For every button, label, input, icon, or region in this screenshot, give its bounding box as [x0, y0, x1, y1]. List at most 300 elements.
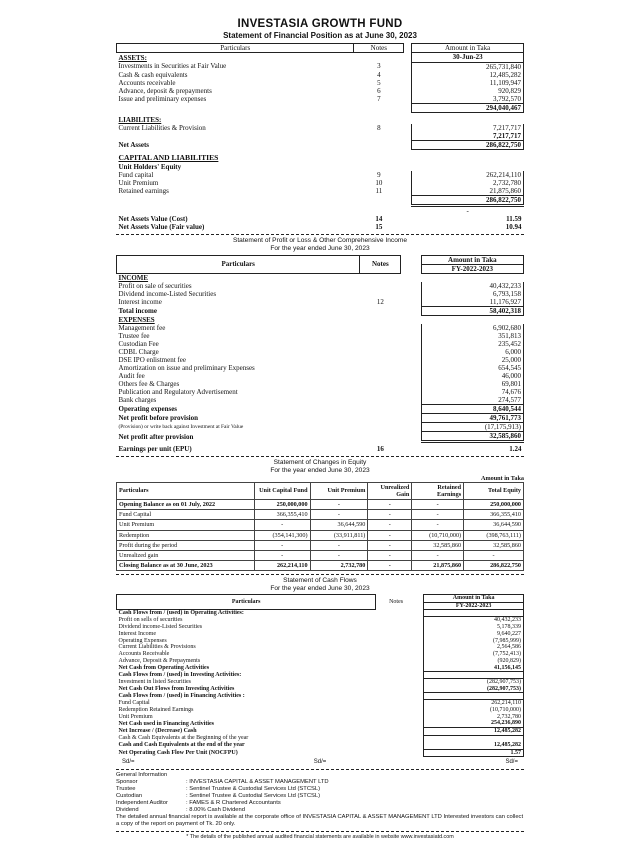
- asset-row: [117, 62, 524, 71]
- soce-cell: 366,355,410: [464, 510, 524, 520]
- footer-row: [116, 807, 524, 814]
- assets-heading: ASSETS:: [118, 53, 147, 62]
- cf-row-label: Operating Expenses: [118, 637, 167, 644]
- expense-row-value: 235,452: [421, 340, 523, 348]
- cf-row-label: Cash & Cash Equivalents at the Beginning of the year: [118, 735, 249, 742]
- spacer: [416, 651, 424, 658]
- signature: Sd/=: [505, 759, 518, 766]
- income-heading: INCOME: [118, 273, 149, 282]
- expense-row: [117, 340, 524, 348]
- spacer: [376, 638, 416, 645]
- spacer: [404, 171, 412, 179]
- equity-row-value: 2,732,780: [412, 179, 524, 187]
- cf-row-value: [424, 735, 524, 742]
- cf-row-label: Advance, Deposit & Prepayments: [118, 657, 201, 664]
- soce-subtitle: For the year ended June 30, 2023: [270, 466, 370, 474]
- cf-row-label: Profit on sells of securities: [118, 617, 183, 624]
- soce-cell: 250,000,000: [464, 500, 524, 510]
- asset-row-note: 5: [377, 78, 381, 87]
- spacer: [404, 62, 412, 71]
- soce-cell: -: [368, 500, 412, 510]
- soce-row: [117, 520, 524, 530]
- expense-row-value: 6,000: [421, 348, 523, 356]
- equity-row-note: 10: [375, 178, 383, 187]
- asset-row: [117, 71, 524, 79]
- assets-total: 294,040,467: [412, 103, 524, 112]
- cf-row-label: Net Cash from Operating Activities: [118, 664, 210, 671]
- footer-label: Independent Auditor: [116, 800, 168, 807]
- spacer: [376, 610, 416, 617]
- expense-row-value: 274,577: [421, 396, 523, 405]
- cf-col-notes: Notes: [389, 598, 404, 605]
- soce-cell: 32,585,860: [412, 540, 464, 550]
- equity-row-label: Retained earnings: [118, 187, 169, 196]
- expense-row-label: CDBL Charge: [118, 347, 159, 356]
- soce-cell: 262,214,110: [254, 560, 310, 570]
- footer-label: Dividend: [116, 807, 139, 814]
- footer-value: [186, 772, 524, 779]
- soce-cell: -: [310, 540, 368, 550]
- cf-col-period: FY-2022-2023: [424, 602, 524, 610]
- soce-cell: -: [310, 510, 368, 520]
- spacer: [376, 665, 416, 672]
- soce-cell: (398,763,111): [464, 530, 524, 540]
- expense-row-label: Custodian Fee: [118, 339, 159, 348]
- soce-cell: -: [254, 550, 310, 560]
- cf-row-label: Cash and Cash Equivalents at the end of the year: [118, 742, 245, 749]
- liability-row: [117, 124, 524, 132]
- fund-title: INVESTASIA GROWTH FUND: [237, 18, 403, 30]
- nav-cost-note: 14: [375, 214, 383, 223]
- soce-cell: -: [254, 520, 310, 530]
- divider: [116, 769, 524, 770]
- spacer: [416, 672, 424, 679]
- expense-row-note: [360, 364, 401, 372]
- expense-row: [117, 388, 524, 396]
- expense-row: [117, 380, 524, 388]
- cf-row-value: (7,752,413): [424, 651, 524, 658]
- spacer: [416, 700, 424, 707]
- dash-mark: -: [466, 206, 469, 215]
- cf-row-value: 2,564,586: [424, 644, 524, 651]
- expense-row-note: [360, 324, 401, 332]
- equity-row: [117, 171, 524, 179]
- income-row: [117, 290, 524, 298]
- cf-row: [117, 638, 524, 645]
- cf-row: [117, 686, 524, 693]
- spacer: [404, 187, 412, 196]
- spacer: [376, 651, 416, 658]
- income-row: [117, 282, 524, 290]
- soce-col-header: Unit Capital Fund: [254, 482, 310, 499]
- soce-cell: -: [368, 530, 412, 540]
- soce-cell: -: [368, 510, 412, 520]
- soce-cell: Profit during the period: [117, 540, 255, 550]
- cf-row-value: (920,829): [424, 658, 524, 665]
- net-assets-value: 286,822,750: [412, 141, 524, 150]
- capital-heading: CAPITAL AND LIABILITIES: [118, 152, 219, 162]
- epu-label: Earnings per unit (EPU): [118, 444, 192, 453]
- nav-fair-label: Net Assets Value (Fair value): [118, 223, 205, 232]
- income-row-value: 40,432,233: [421, 282, 523, 290]
- cf-row-value: 12,485,282: [424, 727, 524, 735]
- spacer: [416, 714, 424, 721]
- asset-row-value: 3,792,570: [412, 95, 524, 104]
- expense-row-label: Bank charges: [118, 396, 157, 405]
- soce-cell: 286,822,750: [464, 560, 524, 570]
- expense-row: [117, 372, 524, 380]
- sfp-title: Statement of Financial Position as at June 30, 2023: [223, 31, 417, 41]
- soce-cell: -: [368, 560, 412, 570]
- spacer: [376, 658, 416, 665]
- signature: Sd/=: [313, 759, 327, 766]
- expense-row-value: 654,545: [421, 364, 523, 372]
- divider: [116, 831, 524, 832]
- cf-row-value: 40,432,233: [424, 617, 524, 624]
- opex-value: 8,640,544: [421, 405, 523, 414]
- expense-row: [117, 356, 524, 364]
- opex-label: Operating expenses: [118, 405, 178, 414]
- cf-row-value: 254,236,890: [424, 720, 524, 727]
- spacer: [376, 617, 416, 624]
- expense-row-note: [360, 348, 401, 356]
- soce-cell: -: [254, 540, 310, 550]
- general-information: [116, 772, 524, 840]
- spacer: [401, 332, 421, 340]
- cf-row-value: 5,178,339: [424, 624, 524, 631]
- pl-col-particulars: Particulars: [117, 255, 360, 273]
- col-notes: Notes: [354, 44, 404, 53]
- footer-row: [116, 786, 524, 793]
- cf-row-value: (7,985,999): [424, 638, 524, 645]
- spacer: [376, 693, 416, 700]
- income-row: [117, 298, 524, 307]
- footer-value: : 8.00% Cash Dividend: [186, 807, 245, 814]
- financial-position-table: [116, 43, 524, 231]
- equity-row-note: 9: [377, 170, 381, 179]
- nav-cost-label: Net Assets Value (Cost): [118, 214, 188, 223]
- liability-row-note: 8: [377, 124, 381, 133]
- expense-row-note: [360, 380, 401, 388]
- cf-row: [117, 720, 524, 727]
- cf-row-label: Net Cash Out Flows from Investing Activities: [118, 685, 235, 692]
- spacer: [404, 71, 412, 79]
- spacer: [416, 658, 424, 665]
- footer-value: : INVESTASIA CAPITAL & ASSET MANAGEMENT LTD: [186, 779, 329, 786]
- soce-col-header: Unit Premium: [310, 482, 368, 499]
- equity-row-note: 11: [375, 187, 383, 196]
- liability-row-label: Current Liabilities & Provision: [118, 124, 206, 133]
- total-income-value: 58,402,318: [421, 307, 523, 316]
- spacer: [376, 707, 416, 714]
- cf-row: [117, 624, 524, 631]
- soce-cell: (10,710,000): [412, 530, 464, 540]
- col-particulars: Particulars: [117, 44, 354, 53]
- spacer: [416, 644, 424, 651]
- soce-cell: 32,585,860: [464, 540, 524, 550]
- cf-row-value: 1.57: [424, 749, 524, 757]
- asset-row-note: 4: [377, 70, 381, 79]
- spacer: [416, 665, 424, 672]
- asset-row-label: Accounts receivable: [118, 78, 176, 87]
- cf-row: [117, 658, 524, 665]
- cf-row: [117, 665, 524, 672]
- income-row-note: 12: [376, 298, 384, 307]
- soce-cell: -: [412, 500, 464, 510]
- cf-row-value: 2,732,780: [424, 714, 524, 721]
- spacer: [376, 700, 416, 707]
- soce-cell: Unrealized gain: [117, 550, 255, 560]
- pl-title: Statement of Profit or Loss & Other Comprehensive Income: [232, 237, 408, 245]
- soce-col-header: Retained Earnings: [412, 482, 464, 499]
- soce-col-header: Unrealized Gain: [368, 482, 412, 499]
- pap-label: Net profit after provision: [118, 432, 194, 441]
- soce-cell: -: [412, 510, 464, 520]
- expense-row: [117, 324, 524, 332]
- equity-row: [117, 187, 524, 196]
- soce-cell: -: [310, 550, 368, 560]
- income-row-label: Profit on sale of securities: [118, 282, 192, 291]
- spacer: [376, 720, 416, 727]
- spacer: [401, 290, 421, 298]
- cf-row: [117, 617, 524, 624]
- spacer: [376, 686, 416, 693]
- spacer: [416, 742, 424, 749]
- footer-value: : Sentinel Trustee & Custodial Services Ltd (STCSL): [186, 793, 321, 800]
- equity-row-value: 21,875,860: [412, 187, 524, 196]
- net-assets-label: Net Assets: [118, 141, 150, 150]
- footer-value: : FAMES & R Chartered Accountants: [186, 800, 281, 807]
- soce-cell: 2,732,780: [310, 560, 368, 570]
- spacer: [416, 617, 424, 624]
- soce-col-header: Total Equity: [464, 482, 524, 499]
- spacer: [376, 624, 416, 631]
- cf-row-value: [424, 610, 524, 617]
- spacer: [416, 624, 424, 631]
- asset-row: [117, 87, 524, 95]
- cf-row-value: 12,485,282: [424, 742, 524, 749]
- spacer: [376, 631, 416, 638]
- expense-row-value: 74,676: [421, 388, 523, 396]
- soce-title: Statement of Changes in Equity: [273, 458, 367, 466]
- soce-col-header: Particulars: [117, 482, 255, 499]
- cf-row-value: 41,156,145: [424, 665, 524, 672]
- signature-row: [116, 757, 524, 766]
- expense-row-value: 46,000: [421, 372, 523, 380]
- liabilities-total: 7,217,717: [412, 132, 524, 141]
- asset-row-note: 7: [377, 94, 381, 103]
- spacer: [404, 79, 412, 87]
- cf-row-value: (282,907,753): [424, 686, 524, 693]
- expense-row-label: Others fee & Charges: [118, 380, 180, 389]
- soce-cell: 36,644,590: [464, 520, 524, 530]
- asset-row-note: 6: [377, 86, 381, 95]
- divider: [116, 234, 524, 235]
- spacer: [376, 714, 416, 721]
- spacer: [401, 364, 421, 372]
- asset-row: [117, 79, 524, 87]
- spacer: [416, 720, 424, 727]
- expense-row-label: Audit fee: [118, 372, 145, 381]
- pl-subtitle: For the year ended June 30, 2023: [270, 244, 370, 252]
- cf-row-label: Current Liabilities & Provisions: [118, 644, 196, 651]
- spacer: [416, 631, 424, 638]
- asset-row-value: 265,731,840: [412, 62, 524, 71]
- spacer: [401, 324, 421, 332]
- spacer: [376, 672, 416, 679]
- income-row-label: Interest income: [118, 298, 162, 307]
- spacer: [401, 348, 421, 356]
- pbp-value: 49,761,773: [421, 414, 523, 423]
- footer-label: Custodian: [116, 793, 143, 800]
- asset-row-label: Cash & cash equivalents: [118, 70, 188, 79]
- cf-row-label: Interest Income: [118, 630, 156, 637]
- spacer: [404, 124, 412, 132]
- provision-label: (Provision) or write back against Investment at Fair Value: [118, 424, 244, 431]
- expense-row-note: [360, 396, 401, 405]
- spacer: [376, 644, 416, 651]
- spacer: [404, 95, 412, 104]
- asset-row-label: Investments in Securities at Fair Value: [118, 62, 227, 71]
- equity-heading: Unit Holders' Equity: [118, 162, 182, 171]
- pap-value: 32,585,860: [421, 432, 523, 442]
- cf-col-amount: Amount in Taka: [424, 594, 524, 602]
- income-row-label: Dividend income-Listed Securities: [118, 290, 217, 299]
- spacer: [416, 707, 424, 714]
- expense-row: [117, 332, 524, 340]
- spacer: [401, 372, 421, 380]
- expense-row: [117, 364, 524, 372]
- divider: [116, 456, 524, 457]
- cf-row: [117, 707, 524, 714]
- spacer: [376, 742, 416, 749]
- spacer: [401, 388, 421, 396]
- nav-fair-value: 10.94: [505, 223, 522, 232]
- equity-row-label: Unit Premium: [118, 178, 159, 187]
- expense-row-label: DSE IPO enlistment fee: [118, 355, 186, 364]
- spacer: [401, 356, 421, 364]
- cf-row-label: Unit Premium: [118, 713, 153, 720]
- soce-row: [117, 550, 524, 560]
- spacer: [416, 749, 424, 757]
- cf-row-label: Net Operating Cash Flow Per Unit (NOCFPU): [118, 749, 238, 756]
- pl-col-notes: Notes: [360, 255, 401, 273]
- soce-cell: (33,911,811): [310, 530, 368, 540]
- cf-row-label: Accounts Receivable: [118, 651, 170, 658]
- signature: Sd/=: [122, 759, 135, 766]
- spacer: [376, 735, 416, 742]
- cf-row: [117, 631, 524, 638]
- cf-row-value: 262,214,110: [424, 700, 524, 707]
- asset-row-value: 920,829: [412, 87, 524, 95]
- cf-row: [117, 693, 524, 700]
- soce-cell: Opening Balance as on 01 July, 2022: [117, 500, 255, 510]
- divider: [116, 574, 524, 575]
- nav-fair-note: 15: [375, 223, 383, 232]
- spacer: [401, 380, 421, 388]
- website-note: * The details of the published annual audited financial statements are available in website www.investasiatd.com: [186, 833, 454, 840]
- epu-value: 1.24: [509, 444, 522, 453]
- total-income-label: Total income: [118, 307, 157, 316]
- report-availability-note: The detailed annual financial report is available at the corporate office of INVESTASIA CAPITAL & ASSET MANAGEMENT LTD Interested investors can collect a copy of the report on payment of Tk. 20 only.: [116, 813, 524, 827]
- date-header: 30-Jun-23: [412, 53, 524, 62]
- financial-statement-page: [116, 18, 524, 840]
- soce-row: [117, 500, 524, 510]
- spacer: [401, 340, 421, 348]
- asset-row-value: 11,109,947: [412, 79, 524, 87]
- spacer: [404, 179, 412, 187]
- footer-row: [116, 772, 524, 779]
- provision-value: (17,175,913): [421, 423, 523, 432]
- cf-row-value: (282,907,753): [424, 678, 524, 685]
- cf-row-label: Net Cash used in Financing Activities: [118, 720, 215, 727]
- equity-row-label: Fund capital: [118, 170, 154, 179]
- epu-note: 16: [376, 444, 384, 453]
- soce-cell: -: [464, 550, 524, 560]
- soce-cell: Fund Capital: [117, 510, 255, 520]
- soce-cell: 366,355,410: [254, 510, 310, 520]
- cf-row-value: [424, 672, 524, 679]
- cf-row-label: Cash Flows from / (used) in Operating Activities:: [118, 610, 244, 617]
- expense-row-note: [360, 388, 401, 396]
- cf-row-label: Dividend income-Listed Securities: [118, 624, 203, 631]
- cf-col-particulars: Particulars: [117, 594, 376, 609]
- spacer: [416, 610, 424, 617]
- cf-row: [117, 651, 524, 658]
- soce-cell: -: [310, 500, 368, 510]
- pl-col-period: FY-2022-2023: [421, 264, 523, 273]
- expense-row-value: 6,902,680: [421, 324, 523, 332]
- asset-row-note: 3: [377, 62, 381, 71]
- spacer: [404, 87, 412, 95]
- spacer: [376, 727, 416, 735]
- pbp-label: Net profit before provision: [118, 414, 199, 423]
- equity-row: [117, 179, 524, 187]
- asset-row: [117, 95, 524, 104]
- footer-label: Trustee: [116, 786, 136, 793]
- expense-row-note: [360, 372, 401, 380]
- cf-row: [117, 678, 524, 685]
- cf-row: [117, 644, 524, 651]
- soce-cell: 21,875,860: [412, 560, 464, 570]
- liability-row-value: 7,217,717: [412, 124, 524, 132]
- expense-row-label: Amortization on issue and preliminary Expenses: [118, 363, 255, 372]
- expense-row-value: 25,000: [421, 356, 523, 364]
- soce-row: [117, 560, 524, 570]
- income-row-value: 11,176,927: [421, 298, 523, 307]
- income-row-note: [360, 290, 401, 298]
- cf-title: Statement of Cash Flows: [283, 577, 357, 585]
- income-row-value: 6,793,158: [421, 290, 523, 298]
- spacer: [401, 282, 421, 290]
- spacer: [376, 749, 416, 757]
- cash-flow-table: [116, 594, 524, 758]
- cf-row: [117, 749, 524, 757]
- nav-cost-value: 11.59: [506, 214, 522, 223]
- soce-cell: Unit Premium: [117, 520, 255, 530]
- cf-row-label: Investment in listed Securities: [118, 678, 191, 685]
- cf-row: [117, 742, 524, 749]
- spacer: [416, 693, 424, 700]
- cf-row: [117, 735, 524, 742]
- income-row-note: [360, 282, 401, 290]
- soce-cell: -: [368, 550, 412, 560]
- changes-in-equity-table: [116, 482, 524, 571]
- footer-label: General Information: [116, 772, 168, 779]
- soce-cell: -: [368, 540, 412, 550]
- cf-row-value: [424, 693, 524, 700]
- asset-row-label: Advance, deposit & prepayments: [118, 86, 212, 95]
